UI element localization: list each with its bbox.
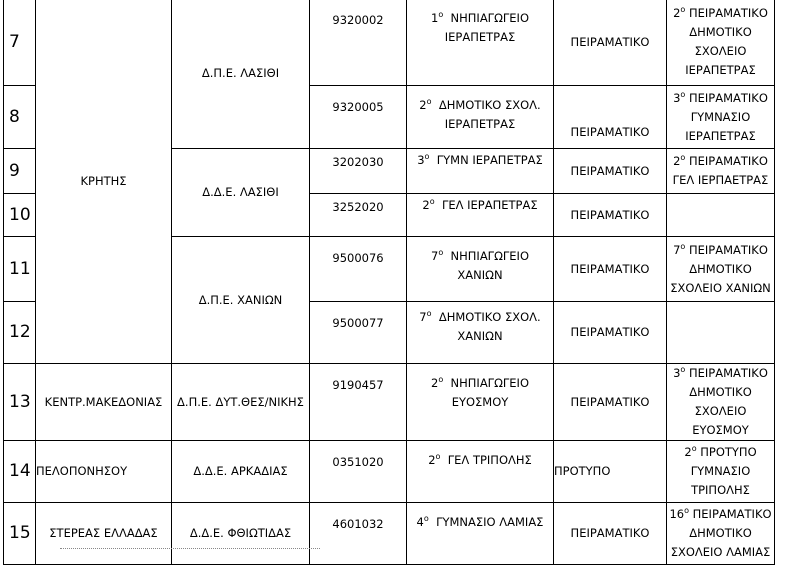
target-school-name: ΠΕΙΡΑΜΑΤΙΚΟ ΔΗΜΟΤΙΚΟ ΣΧΟΛΕΙΟ ΧΑΝΙΩΝ	[670, 242, 771, 295]
school-cell	[407, 149, 554, 194]
school-cell	[407, 194, 554, 237]
ordinal-suffix: ο	[684, 506, 689, 515]
target-school-name: ΠΕΙΡΑΜΑΤΙΚΟ ΓΕΛ ΙΕΡΠΑΕΤΡΑΣ	[672, 154, 769, 187]
school-type: ΠΕΙΡΑΜΑΤΙΚΟ	[554, 86, 667, 149]
ordinal: 7	[430, 249, 439, 263]
ordinal-suffix: ο	[424, 152, 430, 161]
school-cell	[407, 302, 554, 364]
target-school-name: ΠΕΙΡΑΜΑΤΙΚΟ ΔΗΜΟΤΙΚΟ ΣΧΟΛΕΙΟ ΛΑΜΙΑΣ	[670, 507, 772, 559]
ordinal-suffix: ο	[429, 197, 435, 206]
school-cell	[407, 364, 554, 441]
target-school-cell	[667, 194, 775, 237]
ordinal: 1	[430, 11, 439, 25]
ordinal: 2	[673, 154, 681, 168]
target-school-cell	[667, 86, 775, 149]
ordinal: 2	[430, 376, 439, 390]
row-number: 11	[4, 237, 36, 302]
school-type: ΠΕΙΡΑΜΑΤΙΚΟ	[554, 364, 667, 441]
row-number: 12	[4, 302, 36, 364]
ordinal-suffix: ο	[426, 309, 432, 318]
school-code: 9190457	[310, 364, 407, 441]
row-number: 13	[4, 364, 36, 441]
ordinal: 7	[673, 242, 681, 257]
ordinal-suffix: ο	[438, 248, 444, 257]
row-number: 14	[4, 441, 36, 503]
ordinal-suffix: ο	[438, 375, 444, 384]
ordinal-suffix: ο	[423, 514, 429, 523]
school-type: ΠΕΙΡΑΜΑΤΙΚΟ	[554, 149, 667, 194]
directorate-cell: Δ.Δ.Ε. ΦΘΙΩΤΙΔΑΣ	[172, 503, 310, 565]
school-name: ΝΗΠΙΑΓΩΓΕΙΟ ΧΑΝΙΩΝ	[450, 249, 529, 282]
row-number: 8	[4, 86, 36, 149]
ordinal: 3	[673, 366, 681, 380]
school-name: ΔΗΜΟΤΙΚΟ ΣΧΟΛ. ΧΑΝΙΩΝ	[438, 310, 541, 343]
directorate-cell: Δ.Π.Ε. ΛΑΣΙΘΙ	[172, 0, 310, 149]
ordinal-suffix: ο	[691, 444, 697, 453]
ordinal-suffix: ο	[680, 241, 686, 251]
school-code: 9320005	[310, 86, 407, 149]
ordinal: 4	[416, 515, 424, 529]
school-name: ΝΗΠΙΑΓΩΓΕΙΟ ΙΕΡΑΠΕΤΡΑΣ	[444, 11, 529, 44]
school-code: 3202030	[310, 149, 407, 194]
target-school-name: ΠΕΙΡΑΜΑΤΙΚΟ ΔΗΜΟΤΙΚΟ ΣΧΟΛΕΙΟ ΕΥΟΣΜΟΥ	[688, 366, 768, 437]
directorate-cell: Δ.Π.Ε. ΧΑΝΙΩΝ	[172, 237, 310, 364]
target-school-name: ΠΕΙΡΑΜΑΤΙΚΟ ΔΗΜΟΤΙΚΟ ΣΧΟΛΕΙΟ ΙΕΡΑΠΕΤΡΑΣ	[685, 6, 768, 77]
table-row	[4, 0, 775, 86]
target-school-cell	[667, 364, 775, 441]
ordinal-suffix: ο	[680, 89, 686, 99]
ordinal: 3	[417, 153, 425, 167]
region-cell: ΚΡΗΤΗΣ	[36, 0, 172, 364]
ordinal-suffix: ο	[426, 97, 432, 106]
school-code: 4601032	[310, 503, 407, 565]
school-cell	[407, 0, 554, 86]
directorate-cell: Δ.Δ.Ε. ΑΡΚΑΔΙΑΣ	[172, 441, 310, 503]
school-name: ΔΗΜΟΤΙΚΟ ΣΧΟΛ. ΙΕΡΑΠΕΤΡΑΣ	[438, 98, 541, 131]
target-school-cell	[667, 503, 775, 565]
table-row	[4, 441, 775, 503]
school-type: ΠΕΙΡΑΜΑΤΙΚΟ	[554, 503, 667, 565]
school-cell	[407, 441, 554, 503]
school-code: 0351020	[310, 441, 407, 503]
ordinal-suffix: ο	[680, 153, 686, 162]
row-number: 10	[4, 194, 36, 237]
ordinal-suffix: ο	[680, 365, 686, 374]
table-row	[4, 364, 775, 441]
region-cell: ΣΤΕΡΕΑΣ ΕΛΛΑΔΑΣ	[36, 503, 172, 565]
ordinal: 2	[428, 453, 436, 467]
target-school-cell	[667, 0, 775, 86]
school-type: ΠΡΟΤΥΠΟ	[554, 441, 667, 503]
school-name: ΝΗΠΙΑΓΩΓΕΙΟ ΕΥΟΣΜΟΥ	[450, 376, 529, 409]
target-school-cell	[667, 149, 775, 194]
school-code: 3252020	[310, 194, 407, 237]
schools-table	[3, 0, 775, 565]
school-type: ΠΕΙΡΑΜΑΤΙΚΟ	[554, 302, 667, 364]
school-name: ΓΥΜΝ ΙΕΡΑΠΕΤΡΑΣ	[436, 153, 543, 167]
school-code: 9500077	[310, 302, 407, 364]
directorate-cell: Δ.Π.Ε. ΔΥΤ.ΘΕΣ/ΝΙΚΗΣ	[172, 364, 310, 441]
ordinal: 7	[419, 310, 427, 324]
target-school-cell	[667, 237, 775, 302]
school-cell	[407, 86, 554, 149]
target-school-cell	[667, 302, 775, 364]
school-name: ΓΥΜΝΑΣΙΟ ΛΑΜΙΑΣ	[436, 515, 544, 529]
ordinal: 2	[419, 98, 427, 112]
target-school-cell	[667, 441, 775, 503]
row-number: 7	[4, 0, 36, 86]
school-type: ΠΕΙΡΑΜΑΤΙΚΟ	[554, 0, 667, 86]
page-bottom-divider	[60, 548, 320, 553]
school-cell	[407, 237, 554, 302]
ordinal: 2	[684, 445, 692, 459]
ordinal-suffix: ο	[435, 452, 441, 461]
ordinal-suffix: ο	[438, 10, 444, 19]
school-name: ΓΕΛ ΙΕΡΑΠΕΤΡΑΣ	[441, 198, 538, 212]
row-number: 15	[4, 503, 36, 565]
school-cell	[407, 503, 554, 565]
ordinal: 2	[422, 198, 430, 212]
ordinal: 2	[673, 6, 681, 20]
target-school-name: ΠΕΙΡΑΜΑΤΙΚΟ ΓΥΜΝΑΣΙΟ ΙΕΡΑΠΕΤΡΑΣ	[685, 90, 768, 143]
target-school-name: ΠΡΟΤΥΠΟ ΓΥΜΝΑΣΙΟ ΤΡΙΠΟΛΗΣ	[690, 445, 757, 497]
region-cell: ΠΕΛΟΠΟΝΗΣΟΥ	[36, 441, 172, 503]
school-code: 9500076	[310, 237, 407, 302]
school-type: ΠΕΙΡΑΜΑΤΙΚΟ	[554, 194, 667, 237]
school-name: ΓΕΛ ΤΡΙΠΟΛΗΣ	[447, 453, 532, 467]
school-type: ΠΕΙΡΑΜΑΤΙΚΟ	[554, 237, 667, 302]
ordinal: 3	[673, 90, 681, 105]
table-row	[4, 503, 775, 565]
row-number: 9	[4, 149, 36, 194]
region-cell: ΚΕΝΤΡ.ΜΑΚΕΔΟΝΙΑΣ	[36, 364, 172, 441]
ordinal-suffix: ο	[680, 5, 686, 14]
directorate-cell: Δ.Δ.Ε. ΛΑΣΙΘΙ	[172, 149, 310, 237]
ordinal: 16	[669, 507, 685, 521]
school-code: 9320002	[310, 0, 407, 86]
